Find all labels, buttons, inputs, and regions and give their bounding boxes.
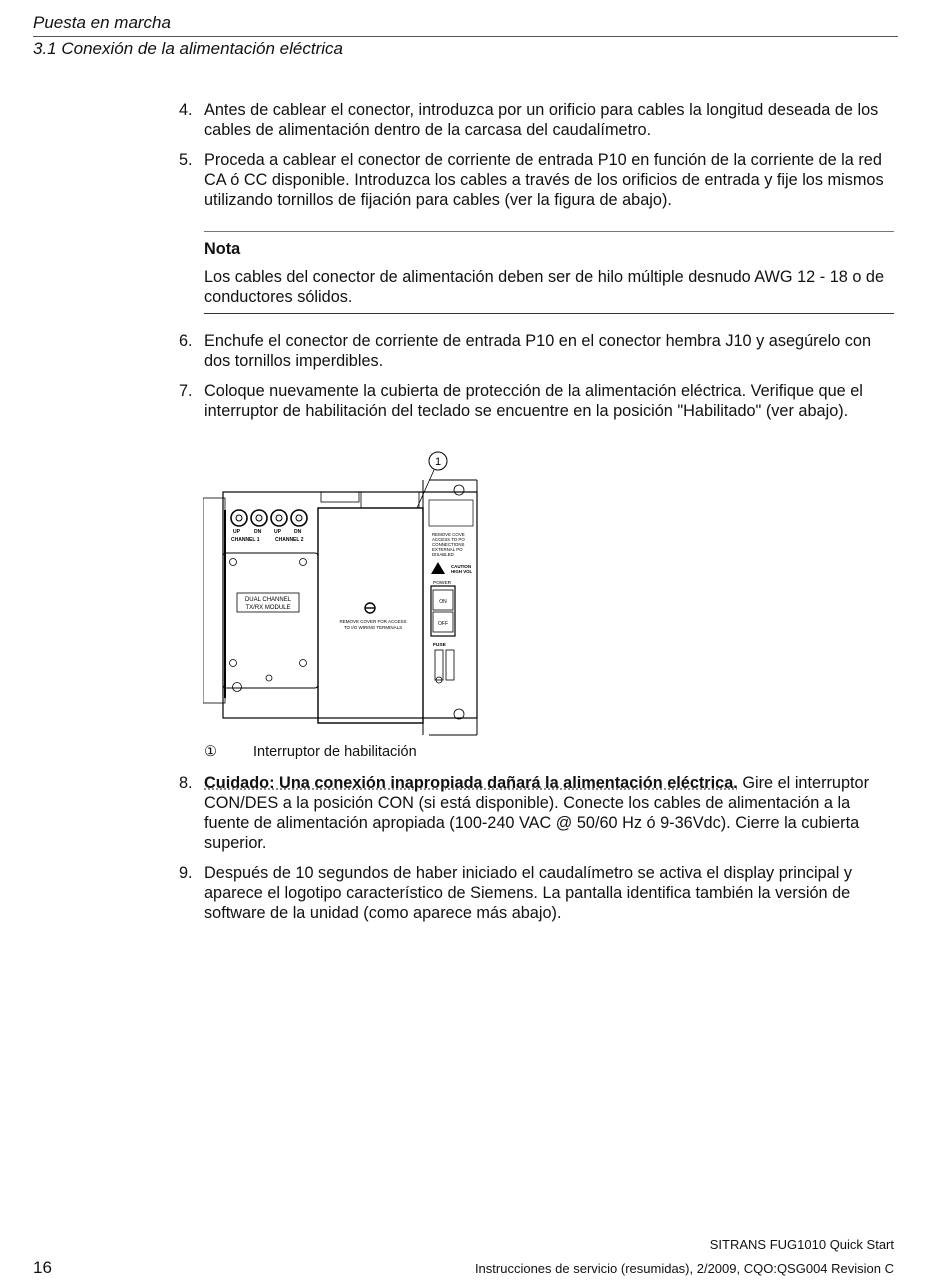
page-number: 16 <box>33 1258 52 1277</box>
caution-line-1: CAUTION <box>451 564 472 569</box>
label-up-1: UP <box>233 529 240 535</box>
step-number: 5. <box>179 151 193 169</box>
module-label-line-1: DUAL CHANNEL <box>244 597 292 603</box>
power-switch <box>431 580 455 636</box>
step-text-body: Gire el interruptor CON/DES a la posición CON (si está disponible). Conecte los cables de alimentación a la fuente de alimentación apropiada (100-240 VAC @ 50/60 Hz ó 9-36Vdc). Cierre la cubierta superior. <box>204 774 870 852</box>
caption-text: Interruptor de habilitación <box>253 744 417 760</box>
footer-product-title: SITRANS FUG1010 Quick Start <box>709 1237 894 1252</box>
caution-line-2: HIGH VOL <box>451 569 473 574</box>
module-label <box>237 593 299 612</box>
warning-label <box>429 500 473 557</box>
module-label-line-2: TX/RX MODULE <box>245 605 291 611</box>
caution-warning-text: Cuidado: Una conexión inapropiada dañará la alimentación eléctrica. <box>204 774 738 792</box>
cover-label-line-1: REMOVE COVER FOR ACCESS <box>339 619 407 624</box>
enable-switch-figure <box>203 450 480 740</box>
note-body: Los cables del conector de alimentación deben ser de hilo múltiple desnudo AWG 12 - 18 o de conductores sólidos. <box>204 268 885 306</box>
caption-number: ① <box>204 744 217 760</box>
label-channel-1: CHANNEL 1 <box>231 537 260 543</box>
header-divider <box>33 36 898 37</box>
warning-line-2: ACCESS TO PO <box>432 537 465 542</box>
step-number: 9. <box>179 864 193 882</box>
note-title: Nota <box>204 240 241 258</box>
warning-line-5: DISABLED <box>432 552 454 557</box>
step-text: Después de 10 segundos de haber iniciado el caudalímetro se activa el display principal y aparece el logotipo característico de Siemens. La pantalla identifica también la versión de software de la unidad (como aparece más abajo). <box>204 864 853 922</box>
power-label: POWER <box>433 581 452 586</box>
step-text: Antes de cablear el conector, introduzca por un orificio para cables la longitud deseada de los cables de alimentación dentro de la carcasa del caudalímetro. <box>204 101 879 139</box>
label-up-2: UP <box>274 529 281 535</box>
running-header-subsection: 3.1 Conexión de la alimentación eléctrica <box>33 39 343 58</box>
step-number: 7. <box>179 382 193 400</box>
label-dn-2: DN <box>294 529 302 535</box>
footer-document-ref: Instrucciones de servicio (resumidas), 2/2009, CQO:QSG004 Revision C <box>474 1261 894 1276</box>
fuse-label: FUSE <box>433 643 446 648</box>
power-on-label: ON <box>439 599 447 605</box>
callout-number: 1 <box>434 456 442 468</box>
warning-line-1: REMOVE COVE <box>432 532 465 537</box>
warning-line-4: EXTERNAL PO <box>432 547 463 552</box>
step-number: 8. <box>179 774 193 792</box>
cover-label-line-2: TO I/O WIRING TERMINALS <box>343 625 403 630</box>
label-dn-1: DN <box>254 529 262 535</box>
step-number: 4. <box>179 101 193 119</box>
running-header-section: Puesta en marcha <box>33 13 171 32</box>
label-channel-2: CHANNEL 2 <box>275 537 304 543</box>
cover-screw-icon <box>365 603 375 613</box>
fuse-block <box>433 642 454 680</box>
power-off-label: OFF <box>438 621 448 627</box>
step-text: Proceda a cablear el conector de corriente de entrada P10 en función de la corriente de la red CA ó CC disponible. Introduzca los cables a través de los orificios de entrada y fije los mismos utilizando tornillos de fijación para cables (ver la figura de abajo). <box>204 151 884 209</box>
caution-icon <box>431 562 473 574</box>
warning-line-3: CONNECTIONS <box>432 542 465 547</box>
step-text: Coloque nuevamente la cubierta de protección de la alimentación eléctrica. Verifique que el interruptor de habilitación del teclado se encuentre en la posición "Habilitado" (ver abajo). <box>204 382 863 420</box>
note-box <box>204 231 894 314</box>
step-text: Enchufe el conector de corriente de entrada P10 en el conector hembra J10 y asegúrelo con dos tornillos imperdibles. <box>204 332 872 370</box>
connector-row <box>231 510 307 526</box>
step-text <box>204 773 895 853</box>
step-number: 6. <box>179 332 193 350</box>
